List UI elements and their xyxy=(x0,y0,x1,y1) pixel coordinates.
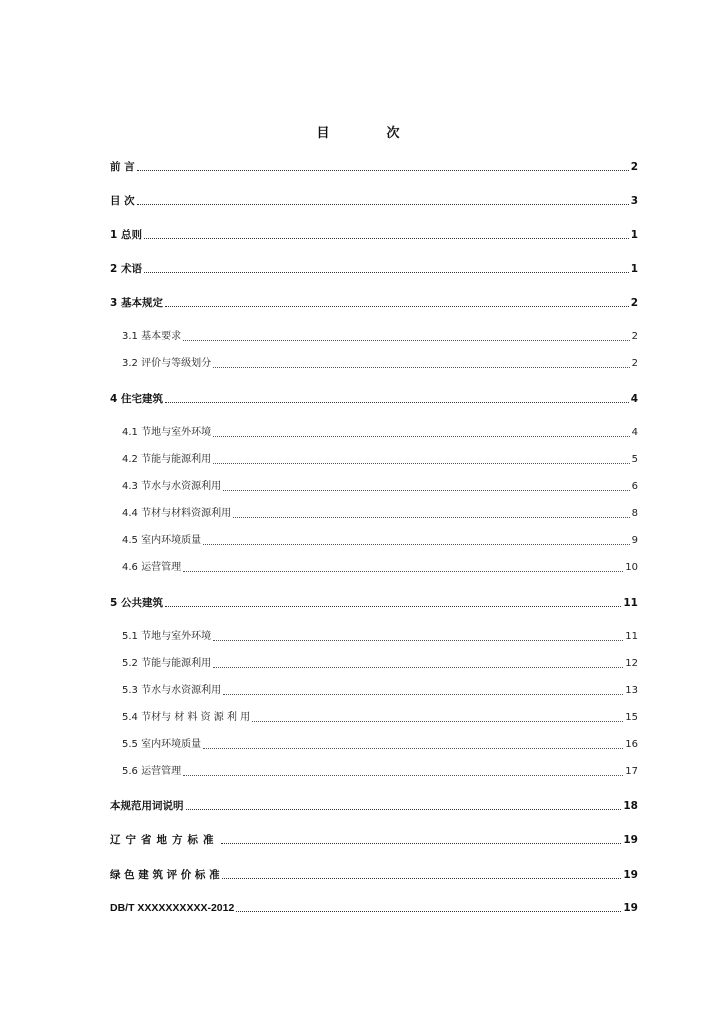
toc-entry-page: 6 xyxy=(631,481,638,492)
dot-leader xyxy=(186,809,622,810)
toc-entry-label: 4.2 节能与能源利用 xyxy=(122,454,212,465)
toc-entry[interactable] xyxy=(122,709,638,725)
toc-entry[interactable] xyxy=(110,594,638,610)
toc-entry[interactable] xyxy=(122,655,638,671)
dot-leader xyxy=(203,748,623,749)
toc-entry-label: 2 术语 xyxy=(110,263,142,275)
toc-entry-label: 5 公共建筑 xyxy=(110,597,163,609)
toc-entry-label: 目 次 xyxy=(110,195,135,207)
dot-leader xyxy=(223,694,623,695)
toc-entry[interactable] xyxy=(122,736,638,752)
toc-entry-label: DB/T XXXXXXXXXX-2012 xyxy=(110,902,235,914)
dot-leader xyxy=(144,272,629,273)
toc-entry[interactable] xyxy=(122,532,638,548)
toc-entry-label: 4.5 室内环境质量 xyxy=(122,535,202,546)
toc-entry-page: 13 xyxy=(625,685,638,696)
toc-entry-page: 2 xyxy=(631,358,638,369)
dot-leader xyxy=(144,238,629,239)
toc-entry-page: 9 xyxy=(631,535,638,546)
toc-entry-page: 5 xyxy=(631,454,638,465)
toc-entry-label: 前 言 xyxy=(110,161,135,173)
toc-entry[interactable] xyxy=(110,866,638,882)
toc-entry-page: 16 xyxy=(625,739,638,750)
toc-entry[interactable] xyxy=(110,797,638,813)
toc-entry[interactable] xyxy=(122,478,638,494)
toc-entry-label: 4 住宅建筑 xyxy=(110,393,163,405)
toc-entry-label: 5.4 节材与 材 料 资 源 利 用 xyxy=(122,712,251,723)
toc-entry-label: 5.1 节地与室外环境 xyxy=(122,631,212,642)
toc-entry[interactable] xyxy=(110,899,638,915)
toc-entry[interactable] xyxy=(110,390,638,406)
dot-leader xyxy=(233,517,630,518)
toc-entry[interactable] xyxy=(122,328,638,344)
toc-entry[interactable] xyxy=(122,424,638,440)
toc-entry[interactable] xyxy=(110,294,638,310)
dot-leader xyxy=(213,436,630,437)
toc-entry-page: 19 xyxy=(623,869,638,881)
toc-entry-label: 绿 色 建 筑 评 价 标 准 xyxy=(110,869,220,881)
toc-entry-label: 4.3 节水与水资源利用 xyxy=(122,481,222,492)
toc-entry-label: 3.1 基本要求 xyxy=(122,331,182,342)
toc-entry[interactable] xyxy=(122,451,638,467)
toc-entry-label: 3 基本规定 xyxy=(110,297,163,309)
toc-entry[interactable] xyxy=(122,505,638,521)
toc-entry[interactable] xyxy=(110,226,638,242)
toc-entry[interactable] xyxy=(110,831,638,847)
toc-entry[interactable] xyxy=(122,628,638,644)
dot-leader xyxy=(221,843,622,844)
toc-entry-page: 17 xyxy=(625,766,638,777)
toc-entry-page: 2 xyxy=(630,161,638,173)
dot-leader xyxy=(165,606,621,607)
toc-entry-page: 2 xyxy=(631,331,638,342)
toc-entry-label: 本规范用词说明 xyxy=(110,800,184,812)
toc-entry-page: 1 xyxy=(630,263,638,275)
toc-entry-page: 12 xyxy=(625,658,638,669)
toc-entry-page: 11 xyxy=(625,631,638,642)
toc-entry-page: 18 xyxy=(623,800,638,812)
toc-entry[interactable] xyxy=(122,355,638,371)
toc-entry-label: 3.2 评价与等级划分 xyxy=(122,358,212,369)
dot-leader xyxy=(165,402,629,403)
dot-leader xyxy=(183,571,623,572)
dot-leader xyxy=(183,775,623,776)
toc-entry-label: 辽宁省地方标准 xyxy=(110,834,219,846)
toc-entry-page: 19 xyxy=(623,834,638,846)
toc-entry[interactable] xyxy=(122,682,638,698)
dot-leader xyxy=(213,640,623,641)
dot-leader xyxy=(165,306,629,307)
toc-entry[interactable] xyxy=(110,260,638,276)
dot-leader xyxy=(236,911,621,912)
toc-entry-page: 8 xyxy=(631,508,638,519)
toc-entry-page: 10 xyxy=(625,562,638,573)
toc-entry-label: 5.3 节水与水资源利用 xyxy=(122,685,222,696)
toc-entry-page: 4 xyxy=(630,393,638,405)
dot-leader xyxy=(137,170,629,171)
toc-entry-label: 4.6 运营管理 xyxy=(122,562,182,573)
toc-entry-page: 19 xyxy=(623,902,638,914)
toc-entry[interactable] xyxy=(122,559,638,575)
toc-entry-label: 5.2 节能与能源利用 xyxy=(122,658,212,669)
toc-entry[interactable] xyxy=(110,192,638,208)
dot-leader xyxy=(222,878,622,879)
toc-entry-page: 1 xyxy=(630,229,638,241)
dot-leader xyxy=(252,721,623,722)
toc-entry-page: 3 xyxy=(630,195,638,207)
toc-entry-label: 4.4 节材与材料资源利用 xyxy=(122,508,232,519)
dot-leader xyxy=(183,340,630,341)
dot-leader xyxy=(213,463,630,464)
dot-leader xyxy=(223,490,630,491)
toc-entry-label: 5.5 室内环境质量 xyxy=(122,739,202,750)
toc-entry[interactable] xyxy=(110,158,638,174)
toc-entry-page: 2 xyxy=(630,297,638,309)
dot-leader xyxy=(137,204,629,205)
toc-entry-page: 4 xyxy=(631,427,638,438)
toc-entry-label: 5.6 运营管理 xyxy=(122,766,182,777)
toc-entry[interactable] xyxy=(122,763,638,779)
toc-entry-page: 15 xyxy=(625,712,638,723)
dot-leader xyxy=(203,544,630,545)
toc-title: 目 次 xyxy=(316,126,422,141)
toc-entry-label: 1 总则 xyxy=(110,229,142,241)
dot-leader xyxy=(213,367,630,368)
dot-leader xyxy=(213,667,623,668)
toc-entry-label: 4.1 节地与室外环境 xyxy=(122,427,212,438)
toc-entry-page: 11 xyxy=(623,597,638,609)
